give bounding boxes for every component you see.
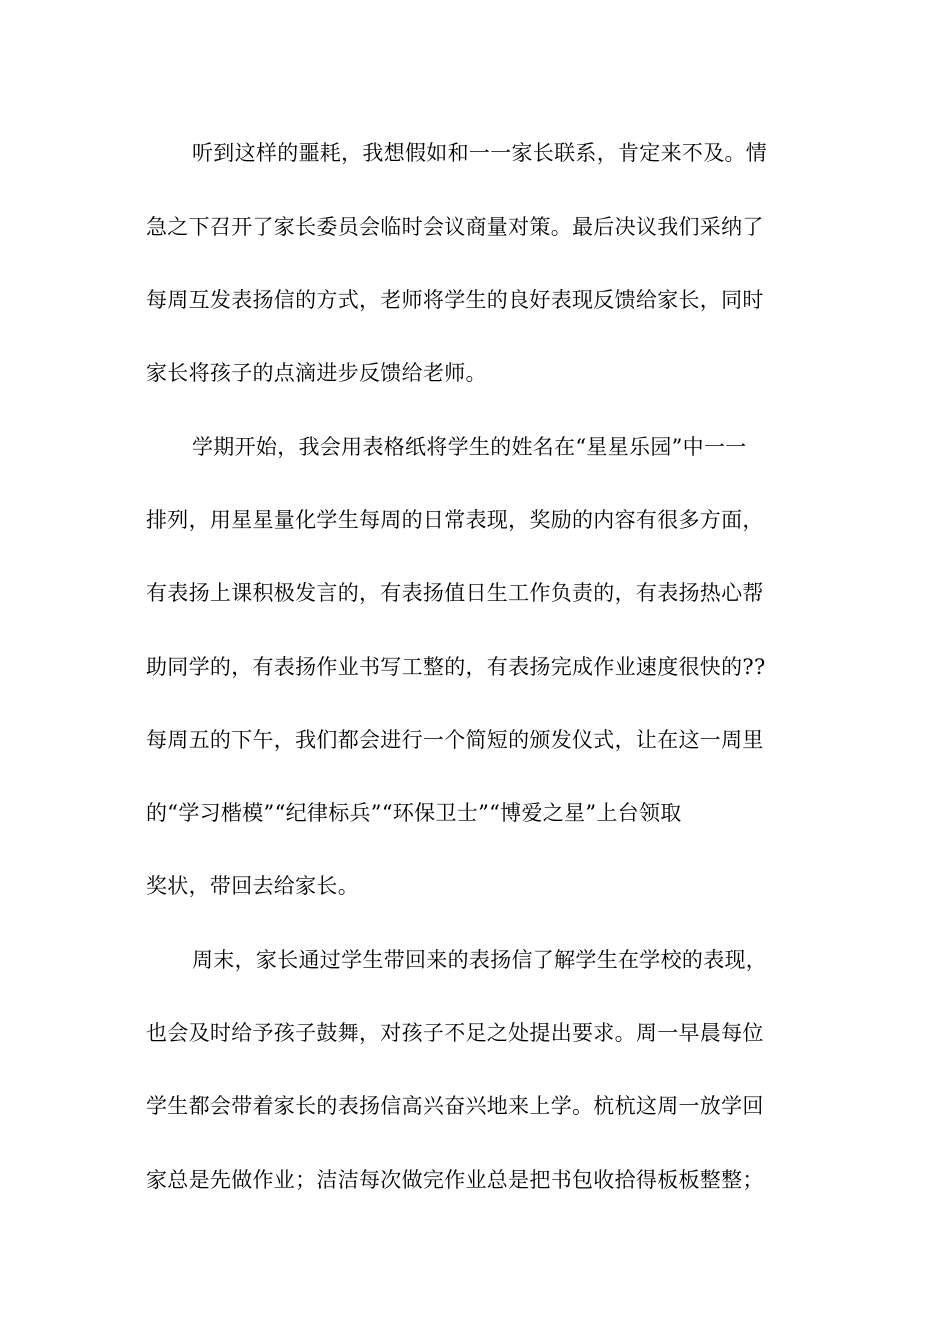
paragraph-3-line-4: 家总是先做作业；洁洁每次做完作业总是把书包收拾得板板整整； [146, 1168, 764, 1192]
paragraph-2-line-1: 学期开始，我会用表格纸将学生的姓名在“星星乐园”中一一 [192, 435, 747, 459]
paragraph-2-line-5: 每周五的下午，我们都会进行一个简短的颁发仪式，让在这一周里 [146, 728, 764, 752]
paragraph-1-line-1: 听到这样的噩耗，我想假如和一一家长联系，肯定来不及。情 [192, 141, 768, 165]
paragraph-1-line-2: 急之下召开了家长委员会临时会议商量对策。最后决议我们采纳了 [146, 215, 764, 239]
paragraph-2-line-3: 有表扬上课积极发言的，有表扬值日生工作负责的，有表扬热心帮 [146, 581, 764, 605]
paragraph-2-line-6: 的“学习楷模”“纪律标兵”“环保卫士”“博爱之星”上台领取 [146, 801, 682, 825]
paragraph-3-line-2: 也会及时给予孩子鼓舞，对孩子不足之处提出要求。周一早晨每位 [146, 1021, 764, 1045]
paragraph-2-line-2: 排列，用星星量化学生每周的日常表现，奖励的内容有很多方面， [146, 508, 764, 532]
paragraph-3-line-3: 学生都会带着家长的表扬信高兴奋兴地来上学。杭杭这周一放学回 [146, 1094, 764, 1118]
paragraph-1-line-4: 家长将孩子的点滴进步反馈给老师。 [146, 361, 487, 385]
paragraph-3-line-1: 周末，家长通过学生带回来的表扬信了解学生在学校的表现， [192, 948, 768, 972]
paragraph-1-line-3: 每周互发表扬信的方式，老师将学生的良好表现反馈给家长，同时 [146, 288, 764, 312]
paragraph-2-line-4: 助同学的，有表扬作业书写工整的，有表扬完成作业速度很快的?? [146, 655, 766, 679]
paragraph-2-line-7: 奖状，带回去给家长。 [146, 874, 359, 898]
